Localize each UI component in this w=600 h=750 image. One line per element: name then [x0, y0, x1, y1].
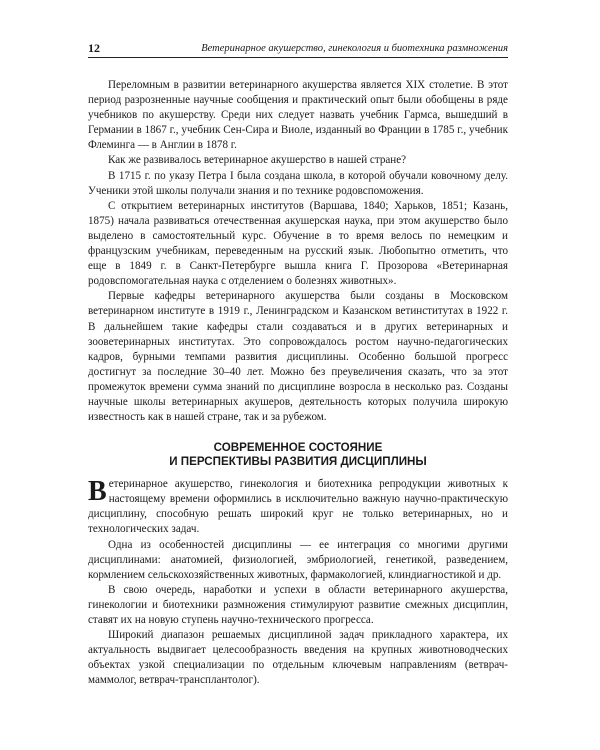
- paragraph: Как же развивалось ветеринарное акушерство в нашей стране?: [108, 154, 407, 167]
- paragraph: С открытием ветеринарных институтов (Варшава, 1840; Харьков, 1851; Казань, 1875) начала развиваться отечественная акушерская наука, при этом акушерство было выделено в самостоятельный курс. Обучение в то время велось по немецким и французским учебникам, переведенным на русский язык. Любопытно отметить, что еще в 1849 г. в Санкт-Петербурге вышла книга Г. Прозорова «Ветеринарная родовспомогательная наука с отделением о болезнях животных».: [88, 199, 508, 288]
- paragraph: В свою очередь, наработки и успехи в области ветеринарного акушерства, гинекологии и биотехники размножения стимулируют развитие смежных дисциплин, ставят их на новую ступень научно-технического прогресса.: [88, 583, 508, 626]
- paragraph: Широкий диапазон решаемых дисциплиной задач прикладного характера, их актуальность выдвигает целесообразность введения на крупных животноводческих объектах узкой специализации по отдельным ключевым направлениям (ветврач-маммолог, ветврач-трансплантолог).: [88, 629, 508, 687]
- paragraph: Переломным в развитии ветеринарного акушерства является XIX столетие. В этот период разрозненные научные сообщения и практический опыт были обобщены в ряде учебников по акушерству. Среди них следует назвать учебник Гармса, вышедший в Германии в 1867 г., учебник Сен-Сира и Виоле, изданный во Франции в 1785 г., учебник Флеминга — в Англии в 1878 г.: [88, 79, 508, 152]
- page-body: [88, 78, 508, 688]
- paragraph: Первые кафедры ветеринарного акушерства были созданы в Московском ветеринарном институте в 1919 г., Ленинградском и Казанском ветинститутах в 1922 г. В дальнейшем такие кафедры стали создаваться и в других ветеринарных и зооветеринарных институтах. Это сопровождалось ростом научно-педагогических кадров, бурными темпами развития дисциплины. Особенно большой прогресс достигнут за последние 30–40 лет. Можно без преувеличения сказать, что за этот промежуток времени сумма знаний по дисциплине возросла в несколько раз. Созданы научные школы ветеринарных акушеров, деятельность которых получила широкую известность как в нашей стране, так и за рубежом.: [88, 290, 508, 424]
- section-heading-line-1: СОВРЕМЕННОЕ СОСТОЯНИЕ: [213, 441, 383, 455]
- lead-text: етеринарное акушерство, гинекология и биотехника репродукции животных к настоящему времени оформились в исключительно важную научно-практическую дисциплину, способную решать широкий круг не только ветеринарных, но и технологических задач.: [88, 478, 508, 536]
- paragraph: Одна из особенностей дисциплины — ее интеграция со многими другими дисциплинами: анатомией, физиологией, эмбриологией, генетикой, разведением, кормлением сельскохозяйственных животных, фармакологией, клиндиагностикой и др.: [88, 538, 508, 581]
- running-title: Ветеринарное акушерство, гинекология и биотехника размножения: [201, 43, 508, 54]
- section-heading: [88, 441, 508, 469]
- lead-paragraph: [88, 477, 508, 537]
- paragraph: В 1715 г. по указу Петра I была создана школа, в которой обучали ковочному делу. Ученики этой школы получали знания и по технике родовспоможения.: [88, 169, 508, 197]
- page-number: 12: [88, 41, 100, 55]
- drop-cap: В: [88, 476, 107, 508]
- section-heading-line-2: И ПЕРСПЕКТИВЫ РАЗВИТИЯ ДИСЦИПЛИНЫ: [169, 455, 427, 469]
- page-header: [88, 41, 508, 58]
